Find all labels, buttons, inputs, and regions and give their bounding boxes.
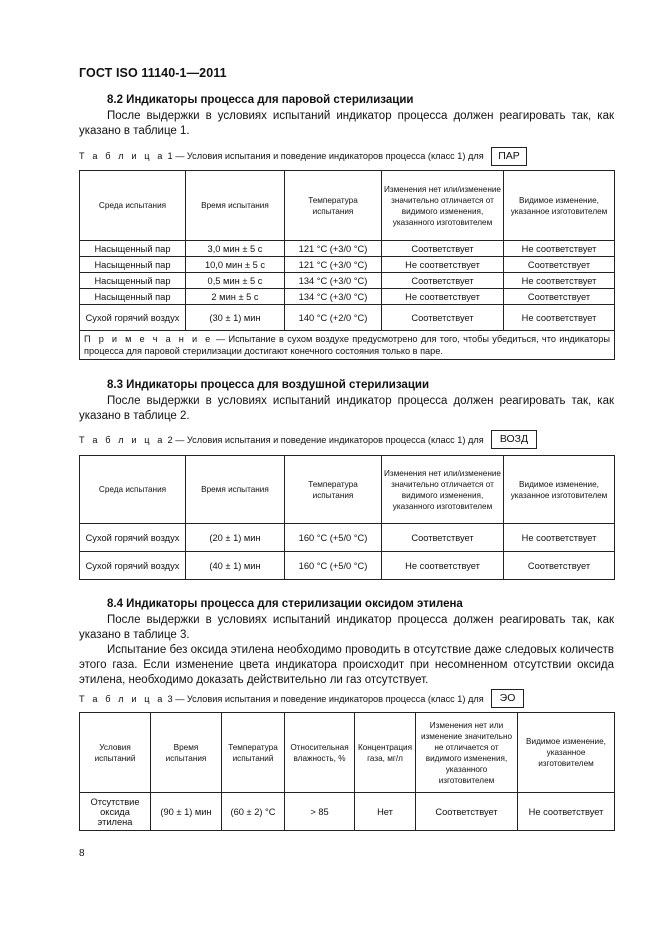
table-1-header-cell: Среда испытания	[80, 171, 186, 241]
page-number: 8	[79, 848, 85, 859]
table-3-header-cell: Изменения нет или изменение значительно не отличается от видимого изменения, указанного изготовителем	[416, 713, 518, 793]
section-8-3-text: После выдержки в условиях испытаний индикатор процесса должен реагировать так, как указано в таблице 2.	[79, 395, 614, 422]
table-2-cell: Сухой горячий воздух	[80, 552, 186, 580]
table-2-header-cell: Изменения нет или/изменение значительно отличается от видимого изменения, указанного изготовителем	[382, 456, 504, 524]
table-2-cell: Соответствует	[382, 524, 504, 552]
table-2-cell: 160 °С (+5/0 °С)	[285, 524, 382, 552]
table-3-cell: (60 ± 2) °С	[222, 793, 285, 831]
section-8-2-heading: 8.2 Индикаторы процесса для паровой стерилизации	[107, 94, 414, 106]
table-1-note-row	[80, 331, 615, 360]
table-2-header-cell: Среда испытания	[80, 456, 186, 524]
table-1-row	[80, 305, 615, 331]
table-2-header-cell: Время испытания	[186, 456, 285, 524]
table-2-header-row	[80, 456, 615, 524]
table-2-process-tag: ВОЗД	[491, 430, 537, 449]
table-3-row	[80, 793, 615, 831]
table-2	[79, 455, 615, 580]
table-1-cell: 10,0 мин ± 5 с	[186, 257, 285, 273]
table-1-note-text: — Испытание в сухом воздухе предусмотрено для того, чтобы убедиться, что индикаторы процесса для паровой стерилизации достигают конечного состояния только в паре.	[84, 334, 610, 356]
table-1-cell: Насыщенный пар	[80, 241, 186, 257]
table-1-cell: 140 °С (+2/0 °С)	[285, 305, 382, 331]
table-1-cell: Не соответствует	[504, 305, 615, 331]
table-3-cell: > 85	[285, 793, 355, 831]
table-1-caption	[79, 151, 484, 161]
table-1-header-cell: Изменения нет или/изменение значительно отличается от видимого изменения, указанного изготовителем	[382, 171, 504, 241]
section-8-4-heading: 8.4 Индикаторы процесса для стерилизации оксидом этилена	[107, 598, 463, 610]
table-1-cell: (30 ± 1) мин	[186, 305, 285, 331]
table-3-cell: Соответствует	[416, 793, 518, 831]
table-2-caption-text: 2 — Условия испытания и поведение индикаторов процесса (класс 1) для	[167, 435, 484, 445]
table-1-row	[80, 257, 615, 273]
table-2-caption	[79, 435, 484, 445]
table-1-cell: Не соответствует	[504, 241, 615, 257]
table-3-header-cell: Видимое изменение, указанное изготовителем	[518, 713, 615, 793]
table-1-row	[80, 289, 615, 305]
table-1-caption-label: Т а б л и ц а	[79, 151, 165, 161]
table-1-cell: 3,0 мин ± 5 с	[186, 241, 285, 257]
table-1-cell: Соответствует	[382, 273, 504, 289]
table-1-header-cell: Температура испытания	[285, 171, 382, 241]
table-3-caption	[79, 694, 484, 704]
table-2-cell: Не соответствует	[504, 524, 615, 552]
table-1-cell: 2 мин ± 5 с	[186, 289, 285, 305]
table-1-cell: Соответствует	[504, 257, 615, 273]
table-3-header-cell: Концентрация газа, мг/л	[355, 713, 416, 793]
section-8-4-text-1: После выдержки в условиях испытаний индикатор процесса должен реагировать так, как указано в таблице 3.	[79, 614, 614, 641]
section-8-2-text: После выдержки в условиях испытаний индикатор процесса должен реагировать так, как указано в таблице 1.	[79, 110, 614, 137]
table-2-header-cell: Видимое изменение, указанное изготовителем	[504, 456, 615, 524]
table-3-process-tag: ЭО	[491, 689, 524, 708]
table-3-header-cell: Относительная влажность, %	[285, 713, 355, 793]
table-2-caption-label: Т а б л и ц а	[79, 435, 165, 445]
document-header: ГОСТ ISO 11140-1—2011	[79, 66, 227, 80]
table-1-row	[80, 273, 615, 289]
table-3-cell: Отсутствие оксида этилена	[80, 793, 151, 831]
table-1-header-cell: Время испытания	[186, 171, 285, 241]
table-1-cell: Не соответствует	[504, 273, 615, 289]
table-1-cell: Насыщенный пар	[80, 273, 186, 289]
table-1-cell: Насыщенный пар	[80, 257, 186, 273]
table-2-cell: (40 ± 1) мин	[186, 552, 285, 580]
table-2-row	[80, 524, 615, 552]
table-1-caption-text: 1 — Условия испытания и поведение индикаторов процесса (класс 1) для	[167, 151, 484, 161]
table-2-cell: (20 ± 1) мин	[186, 524, 285, 552]
table-2-header-cell: Температура испытания	[285, 456, 382, 524]
table-1-header-cell: Видимое изменение, указанное изготовителем	[504, 171, 615, 241]
table-2-cell: 160 °С (+5/0 °С)	[285, 552, 382, 580]
table-1-cell: Насыщенный пар	[80, 289, 186, 305]
table-1-note-label: П р и м е ч а н и е	[84, 334, 213, 344]
table-1-cell: 0,5 мин ± 5 с	[186, 273, 285, 289]
table-3-header-cell: Температура испытаний	[222, 713, 285, 793]
table-3	[79, 712, 615, 831]
table-1-cell: 134 °С (+3/0 °С)	[285, 289, 382, 305]
table-1-cell: 121 °С (+3/0 °С)	[285, 241, 382, 257]
table-2-cell: Сухой горячий воздух	[80, 524, 186, 552]
table-2-cell: Соответствует	[504, 552, 615, 580]
table-3-header-cell: Время испытания	[151, 713, 222, 793]
table-1-cell: Сухой горячий воздух	[80, 305, 186, 331]
table-1-cell: 134 °С (+3/0 °С)	[285, 273, 382, 289]
section-8-4-text-2: Испытание без оксида этилена необходимо проводить в отсутствие даже следовых количеств этого газа. Если изменение цвета индикатора происходит при несомненном отсутствии оксида этилена, необходимо доказать действительно ли газ отсутствует.	[79, 644, 614, 686]
table-1-row	[80, 241, 615, 257]
table-1-cell: Соответствует	[382, 241, 504, 257]
section-8-3-heading: 8.3 Индикаторы процесса для воздушной стерилизации	[107, 379, 430, 391]
table-1-cell: Соответствует	[382, 305, 504, 331]
table-3-header-row	[80, 713, 615, 793]
table-1-cell: Соответствует	[504, 289, 615, 305]
table-3-caption-label: Т а б л и ц а	[79, 694, 165, 704]
table-3-cell: Не соответствует	[518, 793, 615, 831]
table-3-cell: (90 ± 1) мин	[151, 793, 222, 831]
table-1-cell: Не соответствует	[382, 257, 504, 273]
table-1-header-row	[80, 171, 615, 241]
table-1-process-tag: ПАР	[491, 147, 527, 166]
table-2-cell: Не соответствует	[382, 552, 504, 580]
table-3-cell: Нет	[355, 793, 416, 831]
table-3-caption-text: 3 — Условия испытания и поведение индикаторов процесса (класс 1) для	[167, 694, 484, 704]
table-1	[79, 170, 615, 360]
table-2-row	[80, 552, 615, 580]
table-3-header-cell: Условия испытаний	[80, 713, 151, 793]
table-1-cell: 121 °С (+3/0 °С)	[285, 257, 382, 273]
table-1-note	[80, 331, 615, 360]
table-1-cell: Не соответствует	[382, 289, 504, 305]
